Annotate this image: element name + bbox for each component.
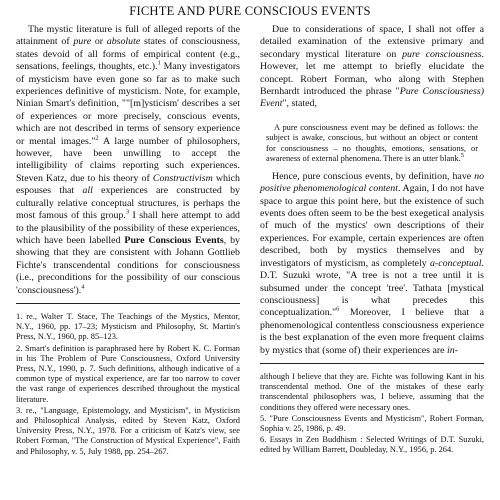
footnote-4-continued: although I believe that they are. Fichte was following Kant in his transcendental method. One of the mistakes of these early transcendental philosophers was, I believe, assuming that the conditions they offered were necessary ones.: [260, 371, 484, 412]
left-column: [16, 24, 240, 458]
footnotes-left: [16, 312, 240, 457]
definition-paragraph: Due to considerations of space, I shall not offer a detailed examination of the extensive primary and secondary mystical literature on pure consciousness. However, let me attempt to briefly elucidate the concept. Robert Forman, who along with Stephen Bernhardt introduced the phrase "Pure Consciousness) Event", stated,: [260, 24, 484, 110]
footnote-rule-right: [260, 363, 484, 364]
footnote-1: 1. re., Walter T. Stace, The Teachings of the Mystics, Mentor, N.Y., 1960, pp. 17–23; Mysticism and Philosophy, St. Martin's Press, N.Y., 1960, pp. 85–123.: [16, 311, 240, 342]
block-quote: A pure consciousness event may be defined as follows: the subject is awake, conscious, but without an object or content for consciousness – no thoughts, emotions, sensations, or awareness of external phenomena. There is an utter blank.$^5$: [266, 122, 478, 164]
footnotes-right: [260, 372, 484, 456]
running-header: FICHTE AND PURE CONSCIOUS EVENTS: [129, 4, 371, 18]
footnote-2: 2. Smart's definition is paraphrased here by Robert K. C. Forman in his The Problem of Pure Consciousness, Oxford University Press, N.Y., 1990, p. 7. Such definitions, although indicative of a common type of mystical experience, are far too narrow to cover the vast range of experiences described throughout the mystical literature.: [16, 343, 240, 404]
footnote-6: 6. Essays in Zen Buddhism : Selected Writings of D.T. Suzuki, edited by William Barrett, Doubleday, N.Y., 1956, p. 264.: [260, 435, 484, 455]
footnote-3: 3. re., "Language, Epistemology, and Mysticism", in Mysticism and Philosophical Analysis, edited by Steven Katz, Oxford University Press, N.Y., 1978. For a criticism of Katz's view, see Robert Forman, "The Construction of Mystical Experience", Faith and Philosophy, v. 5, July 1988, pp. 254–267.: [16, 405, 240, 456]
footnote-5: 5. "Pure Consciousness Events and Mysticism", Robert Forman, Sophia v. 25, 1986, p. 49.: [260, 413, 484, 433]
right-column: [260, 24, 484, 457]
footnote-rule-left: [16, 303, 240, 304]
analysis-paragraph: Hence, pure conscious events, by definition, have no positive phenomenological content. Again, I do not have space to argue this point here, but the existence of such events does often seem to be the best exegetical analysis of much of the mystics' own descriptions of their experiences. For example, certain experiences are often described, both by mystics themselves and by investigators of mysticism, as completely a-conceptual. D.T. Suzuki wrote, "A tree is not a tree until it is subsumed under the concept 'tree'. Tathata [mystical consciousness] is what precedes this conceptualization."$^6$ Moreover, I believe that a phenomenological contentless consciousness experience is the best explanation of the even more frequent claims by mystics that (some of) their experiences are in-: [260, 170, 484, 356]
intro-paragraph: The mystic literature is full of alleged reports of the attainment of pure or absolute states of consciousness, states devoid of all forms of empirical content (e.g., sensations, feelings, thoughts, etc.).$^1$ Many investigators of mysticism have even gone so far as to make such experiences definitive of mysticism. Note, for example, Ninian Smart's definition, ""[m]ysticism' describes a set of experiences or more precisely, conscious events, which are not described in terms of sensory experience or mental images."$^2$ A large number of philosophers, however, have been unwilling to accept the intelligibility of claims reporting such experiences. Steven Katz, due to his theory of Constructivism which espouses that all experiences are constructed by culturally relative conceptual structures, is perhaps the most famous of this group.$^3$ I shall here attempt to add to the plausibility of the possibility of these experiences, which have been labelled Pure Conscious Events, by showing that they are consistent with Johann Gottlieb Fichte's transcendental conditions for consciousness (i.e., preconditions for the possibility of our conscious 'consciousness').$^4$: [16, 24, 241, 296]
